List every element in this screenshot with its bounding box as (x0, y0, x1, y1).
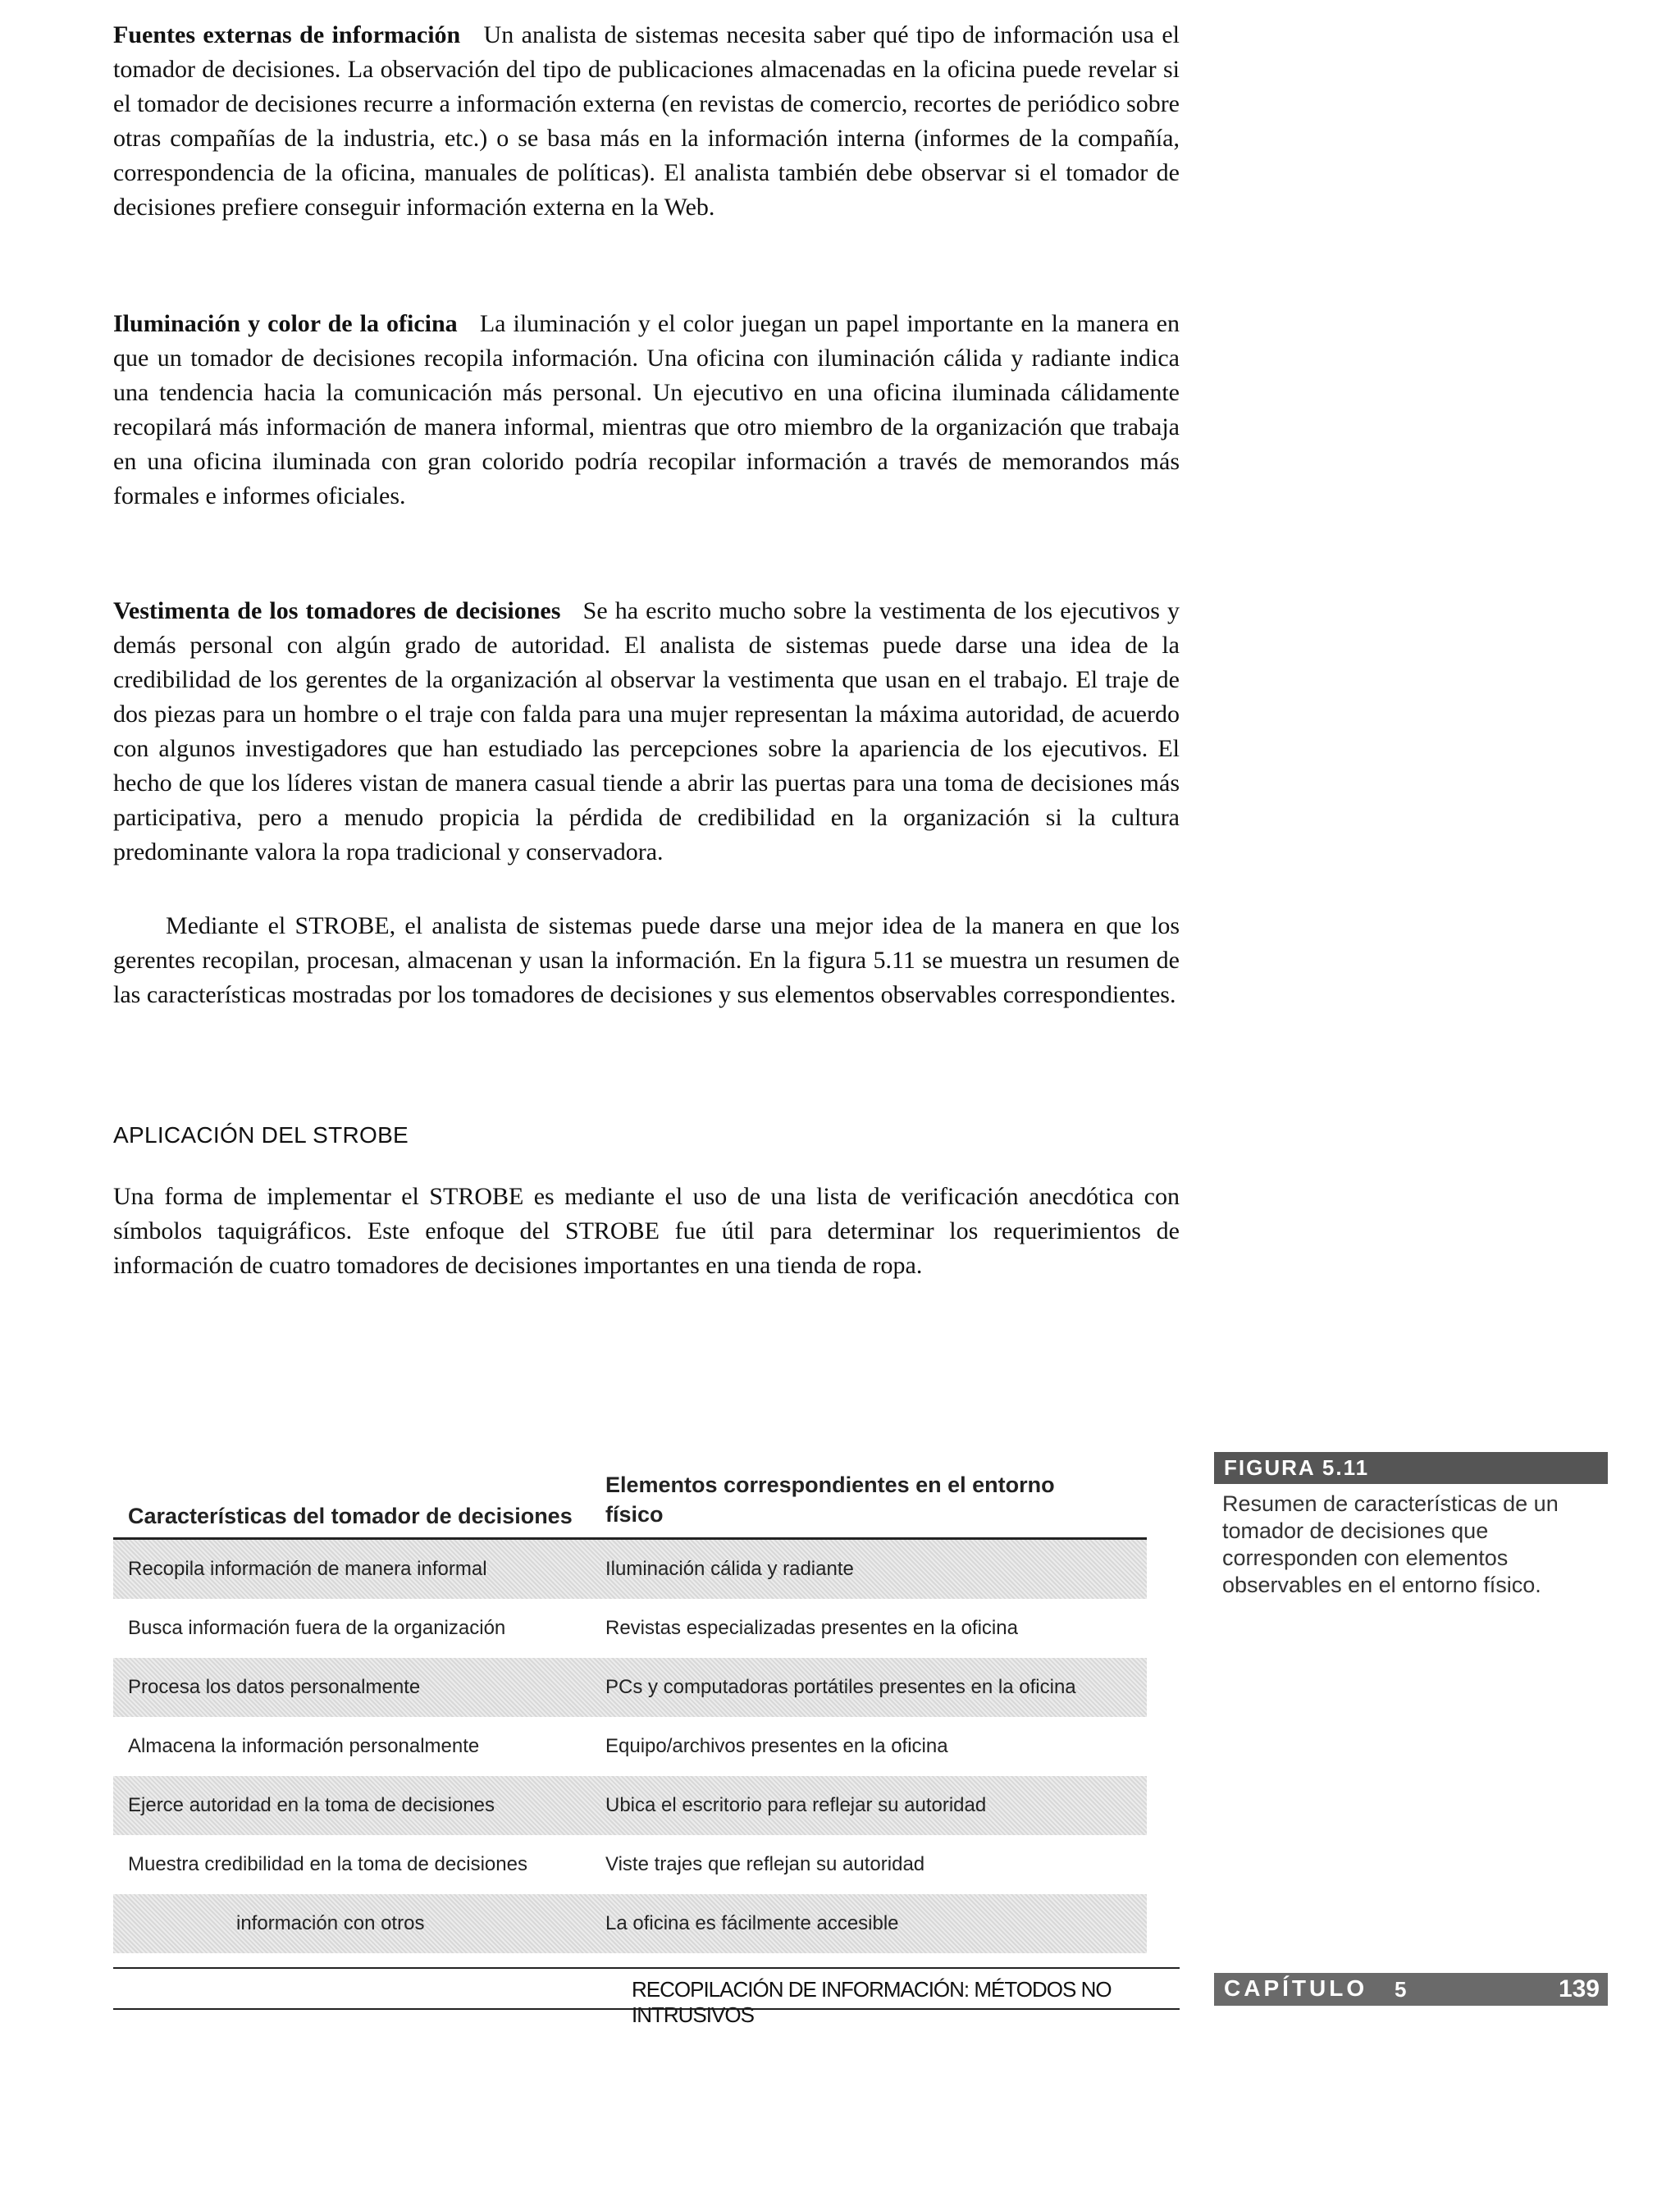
paragraph-text: La iluminación y el color juegan un papel importante en la manera en que un tomador de decisiones recopila información. Una oficina con iluminación cálida y radiante indica una tendencia hacia la comunicación más personal. Un ejecutivo en una oficina iluminada cálidamente recopilará más información de manera informal, mientras que otro miembro de la organización que trabaja en una oficina iluminada con gran colorido podría recopilar información a través de memorandos más formales e informes oficiales. (113, 310, 1180, 509)
table-cell-element: Equipo/archivos presentes en la oficina (605, 1735, 948, 1757)
section-text: Una forma de implementar el STROBE es mediante el uso de una lista de verificación anecdótica con símbolos taquigráficos. Este enfoque del STROBE fue útil para determinar los requerimientos de información de cuatro tomadores de decisiones importantes en una tienda de ropa. (113, 1183, 1180, 1279)
table-row (113, 1599, 1147, 1658)
table-cell-characteristic: Recopila información de manera informal (128, 1558, 487, 1580)
table-cell-characteristic: Procesa los datos personalmente (128, 1676, 421, 1698)
table-row (113, 1658, 1147, 1717)
table-cell-element: Iluminación cálida y radiante (605, 1558, 854, 1580)
section-title: APLICACIÓN DEL STROBE (113, 1122, 409, 1148)
paragraph-text: Mediante el STROBE, el analista de sistemas puede darse una mejor idea de la manera en que los gerentes recopilan, procesan, almacenan y usan la información. En la figura 5.11 se muestra un resumen de las características mostradas por los tomadores de decisiones y sus elementos observables correspondientes. (113, 912, 1180, 1008)
paragraph-text: Un analista de sistemas necesita saber qué tipo de información usa el tomador de decisiones. La observación del tipo de publicaciones almacenadas en la oficina puede revelar si el tomador de decisiones recurre a información externa (en revistas de comercio, recortes de periódico sobre otras compañías de la industria, etc.) o se basa más en la información interna (informes de la compañía, correspondencia de la oficina, manuales de políticas). El analista también debe observar si el tomador de decisiones prefiere conseguir información externa en la Web. (113, 21, 1180, 221)
paragraph-vestimenta (113, 594, 1180, 870)
figure-caption-text: Resumen de características de un tomador de decisiones que corresponden con elementos observables en el entorno físico. (1222, 1491, 1559, 1597)
figure-label: FIGURA 5.11 (1214, 1452, 1608, 1484)
column-header-elements: Elementos correspondientes en el entorno físico (605, 1473, 1055, 1527)
table-row (113, 1776, 1147, 1835)
table-cell-element: PCs y computadoras portátiles presentes en la oficina (605, 1676, 1076, 1698)
table-row (113, 1894, 1147, 1953)
footer-rule-top (113, 1967, 1180, 1969)
paragraph-iluminacion (113, 307, 1180, 514)
footer-rule-bottom (113, 2008, 1180, 2010)
running-title: RECOPILACIÓN DE INFORMACIÓN: MÉTODOS NO INTRUSIVOS (632, 1977, 1112, 2027)
table-cell-element: Viste trajes que reflejan su autoridad (605, 1853, 925, 1875)
paragraph-heading: Iluminación y color de la oficina (113, 310, 458, 337)
figure-table (113, 1452, 1147, 1953)
paragraph-strobe-summary (113, 909, 1180, 1012)
table-row (113, 1717, 1147, 1776)
page-number: 139 (1558, 1975, 1600, 2002)
column-header-characteristics: Características del tomador de decisiones (128, 1504, 573, 1528)
chapter-label: CAPÍTULO (1224, 1975, 1368, 2001)
paragraph-fuentes-externas (113, 18, 1180, 225)
chapter-badge (1214, 1973, 1608, 2006)
paragraph-heading: Vestimenta de los tomadores de decisiones (113, 597, 561, 624)
table-cell-characteristic: Muestra credibilidad en la toma de decisiones (128, 1853, 527, 1875)
table-cell-characteristic: Busca información fuera de la organización (128, 1617, 506, 1639)
table-cell-characteristic: información con otros (236, 1912, 425, 1934)
table-cell-characteristic: Almacena la información personalmente (128, 1735, 480, 1757)
table-row (113, 1540, 1147, 1599)
table-cell-characteristic: Ejerce autoridad en la toma de decisiones (128, 1794, 495, 1816)
table-cell-element: La oficina es fácilmente accesible (605, 1912, 899, 1934)
figure-caption (1214, 1452, 1608, 1599)
section-body (113, 1180, 1180, 1283)
chapter-number: 5 (1395, 1977, 1407, 2002)
paragraph-text: Se ha escrito mucho sobre la vestimenta de los ejecutivos y demás personal con algún grado de autoridad. El analista de sistemas puede darse una idea de la credibilidad de los gerentes de la organización al observar la vestimenta que usan en el trabajo. El traje de dos piezas para un hombre o el traje con falda para una mujer representan la máxima autoridad, de acuerdo con algunos investigadores que han estudiado las percepciones sobre la apariencia de los ejecutivos. El hecho de que los líderes vistan de manera casual tiende a abrir las puertas para una toma de decisiones más participativa, pero a menudo propicia la pérdida de credibilidad en la organización si la cultura predominante valora la ropa tradicional y conservadora. (113, 597, 1180, 865)
table-cell-element: Ubica el escritorio para reflejar su autoridad (605, 1794, 987, 1816)
paragraph-heading: Fuentes externas de información (113, 21, 461, 48)
table-row (113, 1835, 1147, 1894)
table-cell-element: Revistas especializadas presentes en la oficina (605, 1617, 1018, 1639)
figure-table-header (113, 1452, 1147, 1540)
